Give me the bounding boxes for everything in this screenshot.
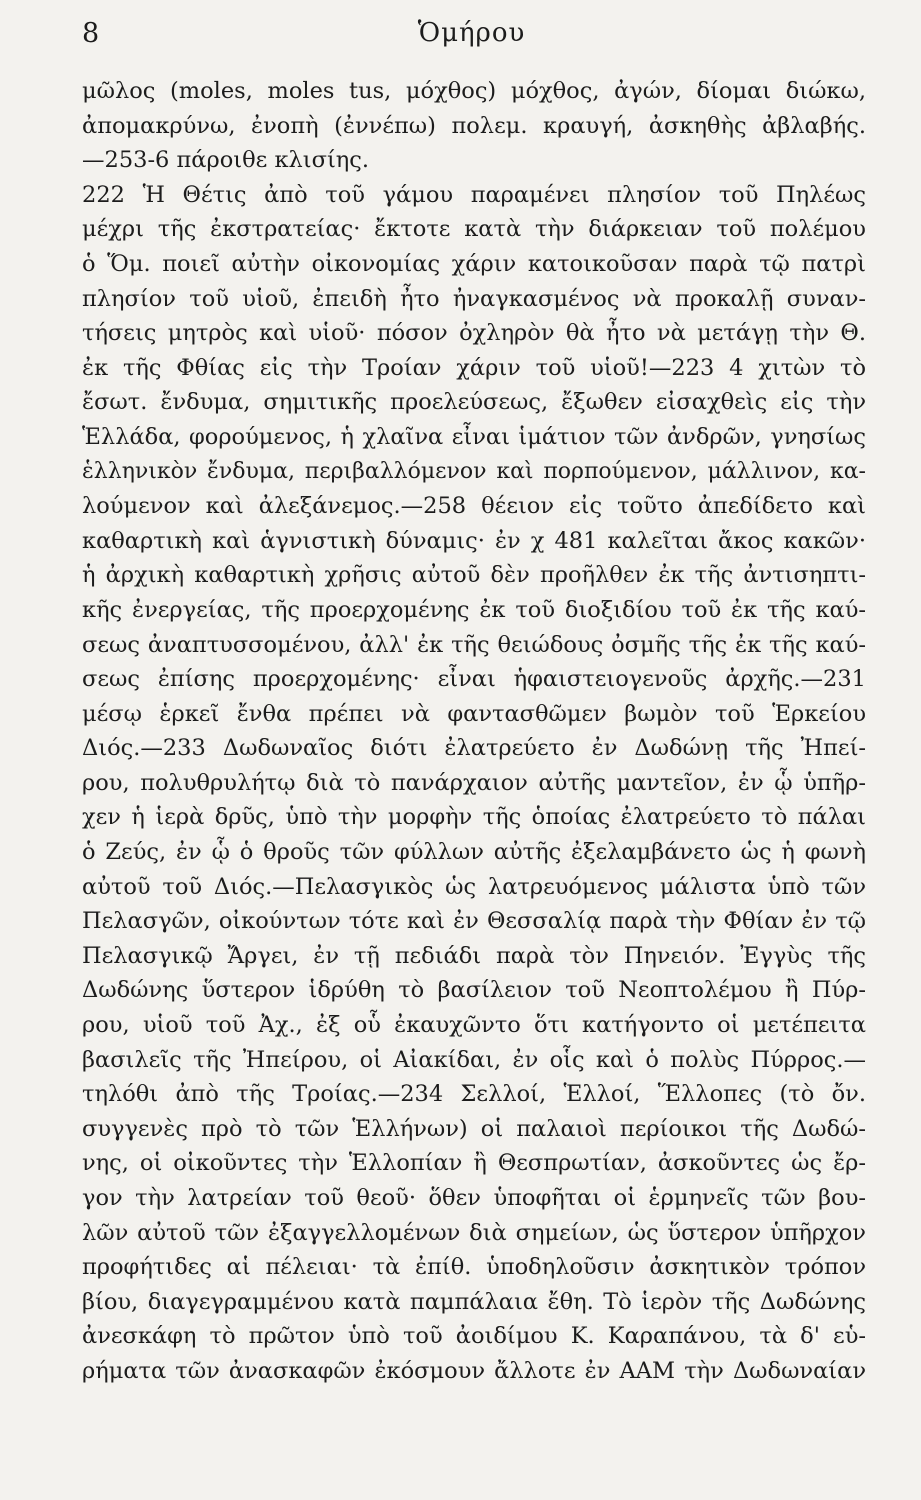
text-line: ἔσωτ. ἔνδυμα, σημιτικῆς προελεύσεως, ἔξωθεν εἰσαχθεὶς εἰς τὴν <box>82 389 866 416</box>
text-line: ρήματα τῶν ἀνασκαφῶν ἐκόσμουν ἄλλοτε ἐν ΑΑΜ τὴν Δωδωναίαν <box>82 1357 866 1384</box>
text-line: λῶν αὐτοῦ τῶν ἐξαγγελλομένων διὰ σημείων, ὡς ὕστερον ὑπῆρχον <box>82 1219 866 1246</box>
text-line: νης, οἱ οἰκοῦντες τὴν Ἑλλοπίαν ἢ Θεσπρωτίαν, ἀσκοῦντες ὡς ἔρ- <box>82 1150 866 1177</box>
text-line: ρου, πολυθρυλήτῳ διὰ τὸ πανάρχαιον αὐτῆς μαντεῖον, ἐν ᾧ ὑπῆρ- <box>82 769 866 796</box>
text-line: αὐτοῦ τοῦ Διός.—Πελασγικὸς ὡς λατρευόμενος μάλιστα ὑπὸ τῶν <box>82 873 866 900</box>
text-line: ἀνεσκάφη τὸ πρῶτον ὑπὸ τοῦ ἀοιδίμου Κ. Καραπάνου, τὰ δ' εὑ- <box>82 1323 866 1350</box>
text-line: ἐκ τῆς Φθίας εἰς τὴν Τροίαν χάριν τοῦ υἱοῦ!—223 4 χιτὼν τὸ <box>82 354 866 381</box>
commentary-text <box>82 74 866 1389</box>
text-line: Δωδώνης ὕστερον ἱδρύθη τὸ βασίλειον τοῦ Νεοπτολέμου ἢ Πύρ- <box>82 977 866 1004</box>
text-line: ὁ Ὅμ. ποιεῖ αὐτὴν οἰκονομίας χάριν κατοικοῦσαν παρὰ τῷ πατρὶ <box>82 250 866 277</box>
page-header <box>82 18 861 58</box>
text-line: ἡ ἀρχικὴ καθαρτικὴ χρῆσις αὐτοῦ δὲν προῆλθεν ἐκ τῆς ἀντισηπτι- <box>82 562 866 589</box>
text-line: ἀπομακρύνω, ἐνοπὴ (ἐννέπω) πολεμ. κραυγή, ἀσκηθὴς ἀβλαβής. <box>82 112 866 139</box>
text-line: μῶλος (moles, moles tus, μόχθος) μόχθος, ἀγών, δίομαι διώκω, <box>82 78 866 104</box>
text-line: καθαρτικὴ καὶ ἁγνιστικὴ δύναμις· ἐν χ 481 καλεῖται ἄκος κακῶν· <box>82 527 866 554</box>
running-head: Ὁμήρου <box>417 18 526 48</box>
text-line: 222 Ἡ Θέτις ἀπὸ τοῦ γάμου παραμένει πλησίον τοῦ Πηλέως <box>82 181 866 208</box>
text-line: σεως ἐπίσης προερχομένης· εἶναι ἡφαιστειογενοῦς ἀρχῆς.—231 <box>82 666 866 693</box>
text-line: συγγενὲς πρὸ τὸ τῶν Ἑλλήνων) οἱ παλαιοὶ περίοικοι τῆς Δωδώ- <box>82 1115 866 1142</box>
text-line: τήσεις μητρὸς καὶ υἱοῦ· πόσον ὀχληρὸν θὰ ἦτο νὰ μετάγῃ τὴν Θ. <box>82 320 866 347</box>
text-line: μέχρι τῆς ἐκστρατείας· ἔκτοτε κατὰ τὴν διάρκειαν τοῦ πολέμου <box>82 216 866 243</box>
text-line: —253-6 πάροιθε κλισίης. <box>82 147 370 174</box>
text-line: Ἑλλάδα, φορούμενος, ἡ χλαῖνα εἶναι ἱμάτιον τῶν ἀνδρῶν, γνησίως <box>82 423 866 450</box>
text-line: Πελασγῶν, οἰκούντων τότε καὶ ἐν Θεσσαλίᾳ παρὰ τὴν Φθίαν ἐν τῷ <box>82 908 866 935</box>
text-line: βασιλεῖς τῆς Ἠπείρου, οἱ Αἰακίδαι, ἐν οἷς καὶ ὁ πολὺς Πύρρος.— <box>82 1046 866 1073</box>
text-line: χεν ἡ ἱερὰ δρῦς, ὑπὸ τὴν μορφὴν τῆς ὁποίας ἐλατρεύετο τὸ πάλαι <box>82 804 866 831</box>
page-number: 8 <box>82 18 100 49</box>
text-line: προφήτιδες αἱ πέλειαι· τὰ ἐπίθ. ὑποδηλοῦσιν ἀσκητικὸν τρόπον <box>82 1254 866 1281</box>
text-line: σεως ἀναπτυσσομένου, ἀλλ' ἐκ τῆς θειώδους ὀσμῆς τῆς ἐκ τῆς καύ- <box>82 631 866 658</box>
text-line: λούμενον καὶ ἀλεξάνεμος.—258 θέειον εἰς τοῦτο ἀπεδίδετο καὶ <box>82 493 866 520</box>
text-line: ὁ Ζεύς, ἐν ᾧ ὁ θροῦς τῶν φύλλων αὐτῆς ἐξελαμβάνετο ὡς ἡ φωνὴ <box>82 839 866 866</box>
text-line: Πελασγικῷ Ἄργει, ἐν τῇ πεδιάδι παρὰ τὸν Πηνειόν. Ἐγγὺς τῆς <box>82 942 866 969</box>
text-line: ρου, υἱοῦ τοῦ Ἀχ., ἐξ οὗ ἐκαυχῶντο ὅτι κατήγοντο οἱ μετέπειτα <box>82 1012 866 1039</box>
text-line: τηλόθι ἀπὸ τῆς Τροίας.—234 Σελλοί, Ἑλλοί, Ἕλλοπες (τὸ ὄν. <box>82 1081 866 1108</box>
text-line: βίου, διαγεγραμμένου κατὰ παμπάλαια ἔθη. Τὸ ἱερὸν τῆς Δωδώνης <box>82 1288 866 1315</box>
text-line: Διός.—233 Δωδωναῖος διότι ἐλατρεύετο ἐν Δωδώνῃ τῆς Ἠπεί- <box>82 735 866 762</box>
text-line: πλησίον τοῦ υἱοῦ, ἐπειδὴ ἦτο ἠναγκασμένος νὰ προκαλῇ συναν- <box>82 285 866 312</box>
text-line: γον τὴν λατρείαν τοῦ θεοῦ· ὅθεν ὑποφῆται οἱ ἑρμηνεῖς τῶν βου- <box>82 1185 866 1211</box>
text-line: κῆς ἐνεργείας, τῆς προερχομένης ἐκ τοῦ διοξιδίου τοῦ ἐκ τῆς καύ- <box>82 596 866 623</box>
text-line: μέσῳ ἑρκεῖ ἔνθα πρέπει νὰ φαντασθῶμεν βωμὸν τοῦ Ἑρκείου <box>82 700 866 727</box>
text-line: ἑλληνικὸν ἔνδυμα, περιβαλλόμενον καὶ πορπούμενον, μάλλινον, κα- <box>82 458 866 484</box>
